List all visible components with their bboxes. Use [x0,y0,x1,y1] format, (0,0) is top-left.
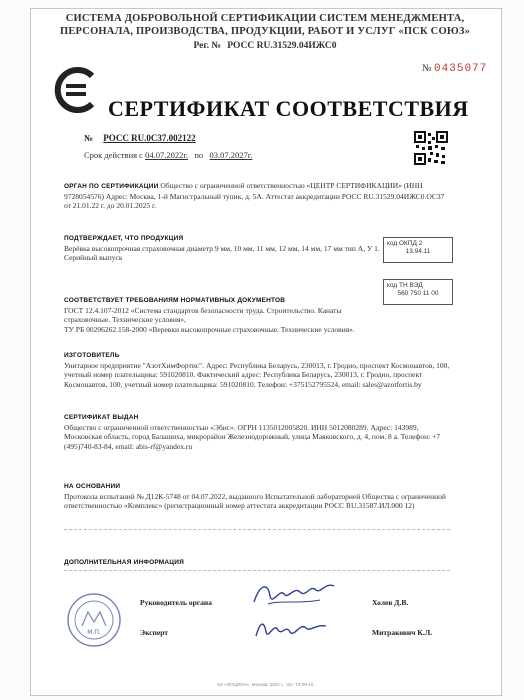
serial-value: 0435077 [434,63,488,75]
norms-text-1: ГОСТ 12.4.107-2012 «Система стандартов безопасности труда. Строительство. Канаты страховочные. Технические условия», [64,305,342,325]
basis-text: Протокола испытаний № Д12К-5748 от 04.07.2022, выданного Испытательной лабораторией Общества с ограниченной ответственностью «Комплекс» (регистрационный номер аттестата аккредитации РОСС RU.31587.ИЛ.000 12) [64,491,446,511]
certificate-title: СЕРТИФИКАТ СООТВЕТСТВИЯ [108,96,469,121]
okpd-value: 13.94.11 [405,248,431,255]
head-signature-icon [250,578,340,610]
registration-line [30,41,500,51]
organ-text: Общество с ограниченной ответственностью «ЦЕНТР СЕРТИФИКАЦИИ» (ИНН 9728054576) Адрес: Москва, 1-й Магистральный тупик, д. 5А. Аттестат аккредитации РОСС RU.31529.04ИЖС0.ОС37 от 21.01.22 г. до 20.01.2025 г. [64,181,445,211]
issued-heading: СЕРТИФИКАТ ВЫДАН [64,414,139,421]
validity-label: Срок действия с [84,150,143,160]
okpd-code-box [383,237,453,263]
validity-from: 04.07.2022г. [145,150,188,160]
validity-to-label: по [194,150,204,160]
certification-logo-icon [52,66,100,114]
additional-info-section [64,558,450,568]
norms-text-2: ТУ РБ 00206262.158-2000 «Веревки высокопрочные страховочные. Технические условия». [64,324,355,334]
expert-signature-icon [252,614,332,642]
serial-prefix: № [422,63,432,74]
manufacturer-section [64,351,450,389]
expert-name: Митракович К.Л. [372,628,433,637]
organ-heading: ОРГАН ПО СЕРТИФИКАЦИИ [64,183,159,190]
validity-to: 03.07.2027г. [209,150,253,160]
serial-number [422,63,487,75]
certification-body-section [64,181,450,211]
reg-label: Рег. № [193,41,221,51]
issued-text: Общество с ограниченной ответственностью «Эбис». ОГРН 1135012005820. ИНН 5012080289. Адрес: 143989, Московская область, город Балашиха, микрорайон Железнодорожный, улица Маяковского, д. 4, пом. 8 а. Телефон: +7 (495)740-83-84, email: abis-rf@yandex.ru [64,422,441,451]
basis-heading: НА ОСНОВАНИИ [64,483,121,490]
official-stamp-icon [66,592,122,648]
divider-extra [64,570,450,571]
print-footer: АО «ОПЦИОН», Москва, 2022 г., «Б» ТЗ-09-10 [216,682,314,687]
extra-heading: ДОПОЛНИТЕЛЬНАЯ ИНФОРМАЦИЯ [64,559,185,566]
maker-heading: ИЗГОТОВИТЕЛЬ [64,352,120,359]
stamp-text: М.П. [87,629,101,636]
maker-text: Унитарное предприятие "АзотХимФортис". Адрес: Республика Беларусь, 230013, г. Гродно, проспект Космонавтов, 100, учетный номер плательщика: 591020810. Фактический адрес: Республика Беларусь, 230013, г. Гродно, проспект Космонавтов, 100, учетный номер плательщика: 591020810. Телефон: +375152795524, email: sales@azotfortis.by [64,360,450,389]
reg-value: РОСС RU.31529.04ИЖС0 [227,41,337,51]
certificate-number [84,133,196,143]
head-of-body-label: Руководитель органа [140,598,212,607]
header-line-2: ПЕРСОНАЛА, ПРОИЗВОДСТВА, ПРОДУКЦИИ, РАБОТ И УСЛУГ «ПСК СОЮЗ» [59,26,471,37]
cert-no-value: РОСС RU.0С37.002122 [103,133,196,143]
issued-to-section [64,413,450,451]
tnved-code-box [383,279,453,305]
qr-code-icon [414,131,448,165]
tnved-value: 560 750 11 00 [397,290,439,297]
validity-period [84,150,252,160]
divider-basis [64,529,450,530]
okpd-label: код ОКПД 2 [387,240,423,247]
norms-heading: СООТВЕТСТВУЕТ ТРЕБОВАНИЯМ НОРМАТИВНЫХ ДОКУМЕНТОВ [64,297,286,304]
product-text: Верёвка высокопрочная страховочная диаметр 9 мм, 10 мм, 11 мм, 12 мм, 14 мм, 17 мм тип А, У 1. Серийный выпуск [64,243,380,263]
head-name: Холев Д.В. [372,598,409,607]
system-header [30,12,500,38]
basis-section [64,482,450,511]
expert-label: Эксперт [140,628,168,637]
product-heading: ПОДТВЕРЖДАЕТ, ЧТО ПРОДУКЦИЯ [64,235,184,242]
cert-no-label: № [84,133,94,143]
normative-documents-section [64,296,364,334]
product-section [64,234,380,263]
header-line-1: СИСТЕМА ДОБРОВОЛЬНОЙ СЕРТИФИКАЦИИ СИСТЕМ МЕНЕДЖМЕНТА, [65,13,465,24]
tnved-label: код ТН ВЭД [387,282,423,289]
